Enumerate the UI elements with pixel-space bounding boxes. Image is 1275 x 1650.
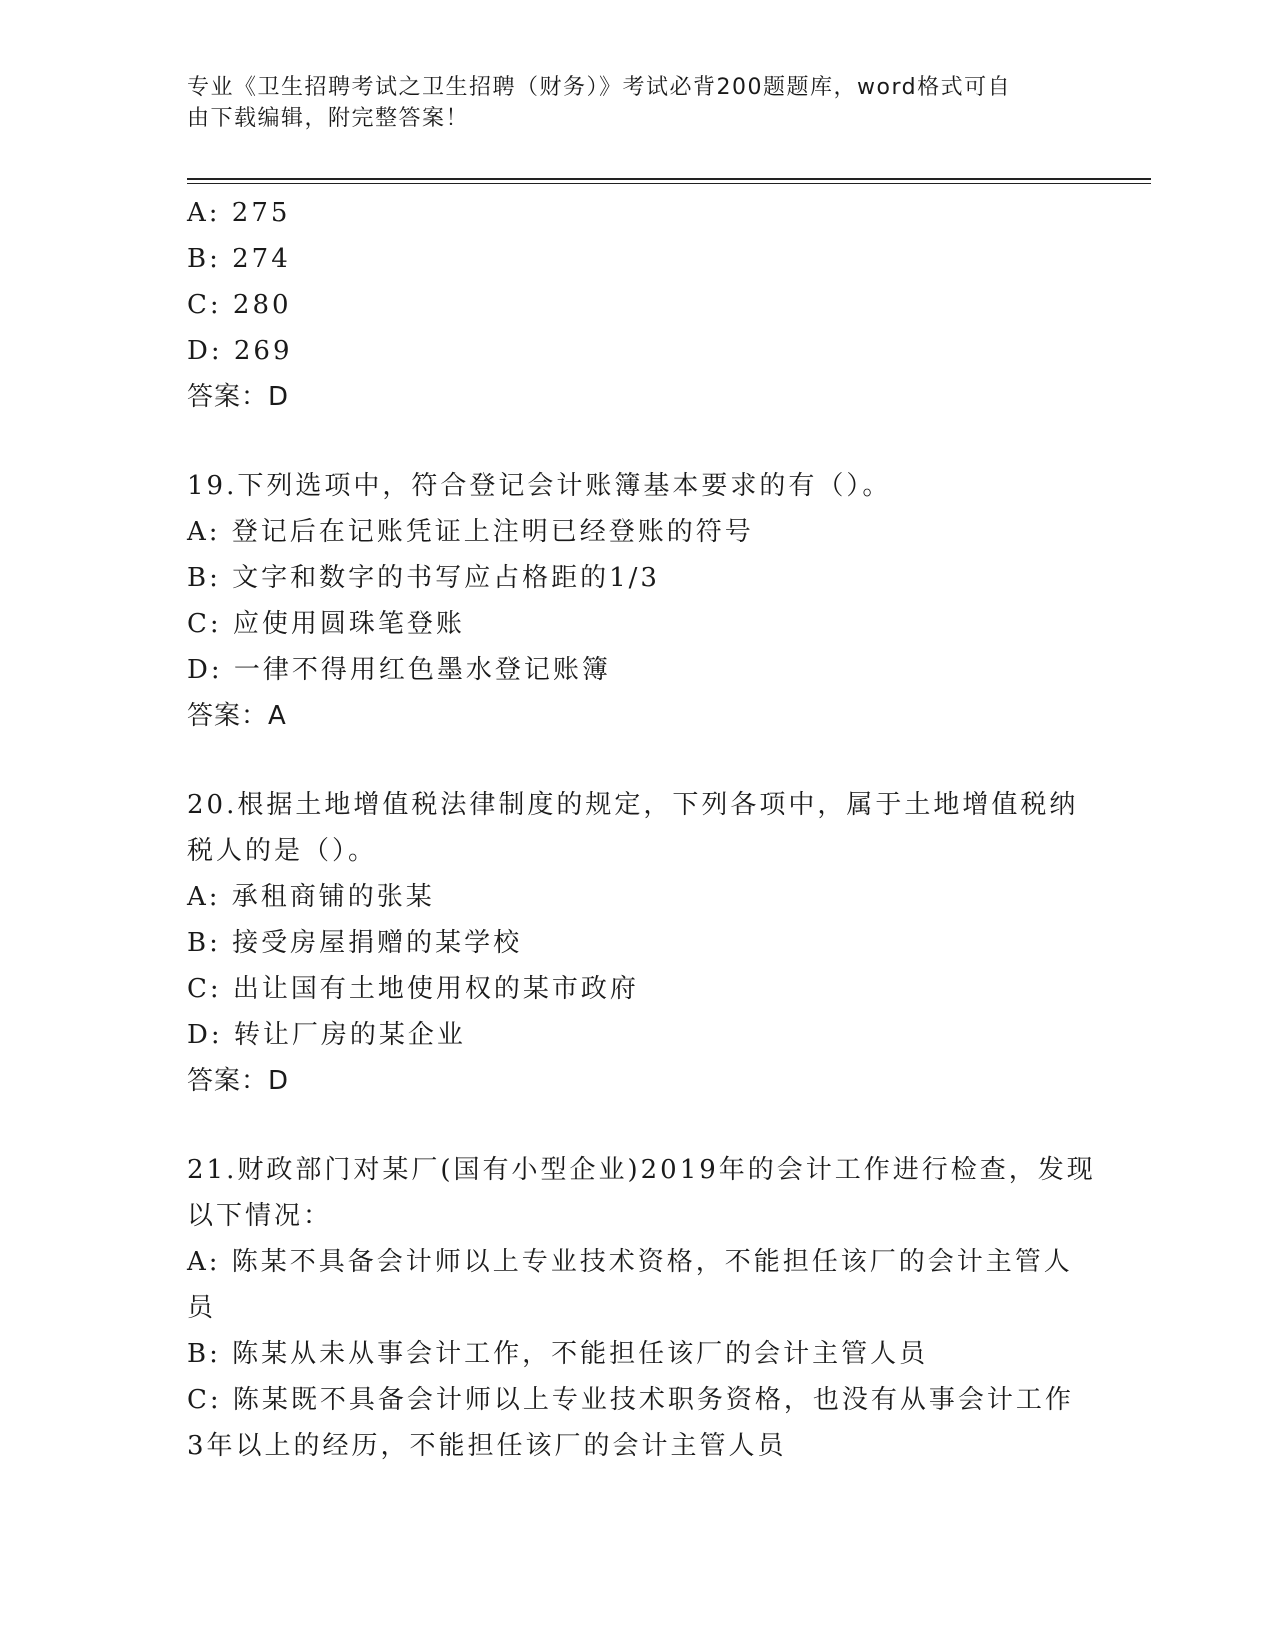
option-b: B: 274 <box>187 244 291 274</box>
option-c: C: 陈某既不具备会计师以上专业技术职务资格，也没有从事会计工作 <box>187 1385 1074 1415</box>
header-divider-thin <box>187 183 1151 184</box>
question-20-block <box>187 782 1087 1104</box>
question-list <box>187 190 1096 1469</box>
option-b: B: 文字和数字的书写应占格距的1/3 <box>187 563 660 593</box>
header-divider-thick <box>187 178 1151 180</box>
option-d: D: 一律不得用红色墨水登记账簿 <box>187 655 611 685</box>
question-stem: 19.下列选项中，符合登记会计账簿基本要求的有（）。 <box>187 471 892 501</box>
option-b: B: 接受房屋捐赠的某学校 <box>187 928 523 958</box>
answer-line: 答案：D <box>187 1066 290 1096</box>
question-stem-continued: 以下情况： <box>187 1201 333 1231</box>
answer-line: 答案：A <box>187 701 287 731</box>
document-header <box>187 72 1067 134</box>
answer-line: 答案：D <box>187 382 290 412</box>
header-line-2: 由下载编辑，附完整答案！ <box>187 106 470 131</box>
option-b: B: 陈某从未从事会计工作，不能担任该厂的会计主管人员 <box>187 1339 929 1369</box>
question-stem-continued: 税人的是（）。 <box>187 836 378 866</box>
question-stem: 20.根据土地增值税法律制度的规定，下列各项中，属于土地增值税纳 <box>187 790 1079 820</box>
header-line-1: 专业《卫生招聘考试之卫生招聘（财务）》考试必背200题题库，word格式可自 <box>187 75 1012 100</box>
option-a: A: 275 <box>187 198 291 228</box>
option-a: A: 登记后在记账凭证上注明已经登账的符号 <box>187 517 754 547</box>
option-c: C: 280 <box>187 290 292 320</box>
option-a-continued: 员 <box>187 1293 217 1323</box>
option-a: A: 承租商铺的张某 <box>187 882 435 912</box>
spacer <box>187 1104 1087 1147</box>
spacer <box>187 739 1087 782</box>
option-c: C: 出让国有土地使用权的某市政府 <box>187 974 639 1004</box>
option-d: D: 269 <box>187 336 293 366</box>
option-a: A: 陈某不具备会计师以上专业技术资格，不能担任该厂的会计主管人 <box>187 1247 1073 1277</box>
question-stem: 21.财政部门对某厂(国有小型企业)2019年的会计工作进行检查，发现 <box>187 1155 1096 1185</box>
spacer <box>187 420 1087 463</box>
question-18-block <box>187 190 1087 420</box>
option-c: C: 应使用圆珠笔登账 <box>187 609 465 639</box>
question-19-block <box>187 463 1087 739</box>
option-c-continued: 3年以上的经历，不能担任该厂的会计主管人员 <box>187 1431 787 1461</box>
question-21-block <box>187 1147 1096 1469</box>
option-d: D: 转让厂房的某企业 <box>187 1020 466 1050</box>
